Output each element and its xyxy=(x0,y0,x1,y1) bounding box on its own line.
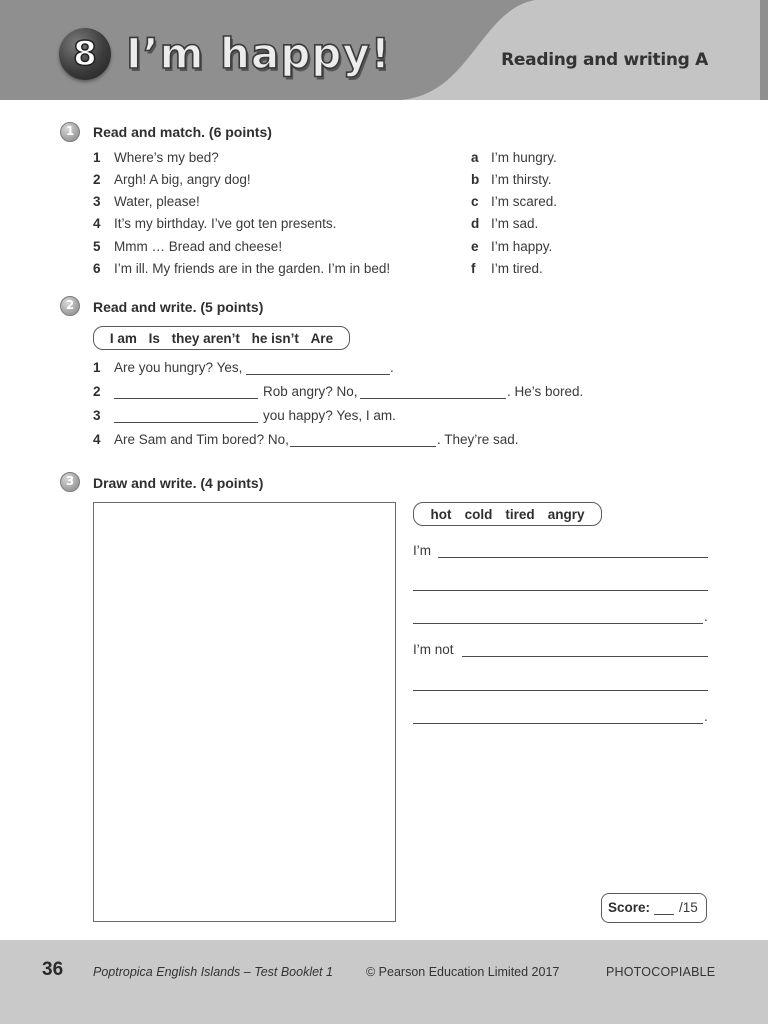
writing-line[interactable] xyxy=(438,557,708,558)
prompt-im-not: I’m not xyxy=(413,642,454,657)
unit-title: I’m happy! xyxy=(126,29,391,78)
word-bank-item: I am xyxy=(109,330,137,346)
page-footer xyxy=(0,940,768,1024)
answer-text: I’m happy. xyxy=(491,239,553,254)
writing-line[interactable] xyxy=(413,690,708,691)
exercise-2-item-text: . xyxy=(390,360,394,375)
prompt-im: I’m xyxy=(413,543,431,558)
word-bank-item: cold xyxy=(464,506,493,522)
exercise-2-title: Read and write. (5 points) xyxy=(93,299,264,315)
answer-letter: e xyxy=(471,239,479,254)
exercise-2-item-number: 2 xyxy=(93,384,101,399)
word-bank-item: they aren’t xyxy=(171,330,240,346)
exercise-2-word-bank xyxy=(93,326,350,350)
score-total: /15 xyxy=(679,900,698,915)
score-blank[interactable] xyxy=(654,914,674,915)
answer-letter: b xyxy=(471,172,480,187)
question-number: 6 xyxy=(93,261,101,276)
question-number: 1 xyxy=(93,150,101,165)
answer-blank[interactable] xyxy=(114,422,258,423)
exercise-3-badge: 3 xyxy=(60,472,80,492)
question-number: 5 xyxy=(93,239,101,254)
answer-text: I’m tired. xyxy=(491,261,543,276)
question-number: 2 xyxy=(93,172,101,187)
word-bank-item: Is xyxy=(148,330,160,346)
photocopiable-label: PHOTOCOPIABLE xyxy=(606,965,716,979)
question-text: Water, please! xyxy=(114,194,200,209)
period: . xyxy=(704,609,708,624)
writing-line[interactable] xyxy=(413,723,703,724)
word-bank-item: he isn’t xyxy=(251,330,299,346)
answer-text: I’m thirsty. xyxy=(491,172,552,187)
writing-line[interactable] xyxy=(413,590,708,591)
answer-text: I’m scared. xyxy=(491,194,558,209)
drawing-area[interactable] xyxy=(93,502,396,922)
page-number: 36 xyxy=(42,959,64,980)
book-title: Poptropica English Islands – Test Booklet 1 xyxy=(93,965,333,979)
answer-blank[interactable] xyxy=(246,374,390,375)
word-bank-item: Are xyxy=(310,330,334,346)
exercise-3-word-bank xyxy=(413,502,602,526)
question-text: It’s my birthday. I’ve got ten presents. xyxy=(114,216,337,231)
exercise-2-item-text: Are you hungry? Yes, xyxy=(114,360,243,375)
answer-letter: f xyxy=(471,261,476,276)
exercise-2-item-number: 1 xyxy=(93,360,101,375)
answer-text: I’m sad. xyxy=(491,216,539,231)
exercise-1-badge: 1 xyxy=(60,122,80,142)
unit-number-badge xyxy=(59,28,111,80)
answer-blank[interactable] xyxy=(360,398,506,399)
question-text: Mmm … Bread and cheese! xyxy=(114,239,283,254)
exercise-2-item-number: 3 xyxy=(93,408,101,423)
answer-letter: d xyxy=(471,216,480,231)
question-number: 4 xyxy=(93,216,101,231)
exercise-1-title: Read and match. (6 points) xyxy=(93,124,272,140)
question-text: I’m ill. My friends are in the garden. I’m in bed! xyxy=(114,261,391,276)
answer-letter: c xyxy=(471,194,479,209)
exercise-2-item-text: Rob angry? No, xyxy=(263,384,358,399)
page-header xyxy=(0,0,768,100)
question-number: 3 xyxy=(93,194,101,209)
word-bank-item: hot xyxy=(430,506,452,522)
writing-line[interactable] xyxy=(462,656,708,657)
word-bank-item: angry xyxy=(547,506,585,522)
exercise-3-title: Draw and write. (4 points) xyxy=(93,475,264,491)
word-bank-item: tired xyxy=(505,506,535,522)
section-title: Reading and writing A xyxy=(501,50,708,70)
answer-text: I’m hungry. xyxy=(491,150,557,165)
answer-letter: a xyxy=(471,150,479,165)
unit-number: 8 xyxy=(73,34,97,74)
exercise-2-badge: 2 xyxy=(60,296,80,316)
score-box xyxy=(601,893,707,923)
exercise-2-item-text: Are Sam and Tim bored? No, xyxy=(114,432,289,447)
question-text: Where’s my bed? xyxy=(114,150,219,165)
score-label: Score: xyxy=(608,900,651,915)
answer-blank[interactable] xyxy=(114,398,258,399)
exercise-2-item-number: 4 xyxy=(93,432,101,447)
question-text: Argh! A big, angry dog! xyxy=(114,172,251,187)
exercise-2-item-text: . He’s bored. xyxy=(507,384,584,399)
period: . xyxy=(704,709,708,724)
writing-line[interactable] xyxy=(413,623,703,624)
exercise-2-item-text: you happy? Yes, I am. xyxy=(263,408,396,423)
copyright: © Pearson Education Limited 2017 xyxy=(366,965,560,979)
answer-blank[interactable] xyxy=(290,446,436,447)
exercise-2-item-text: . They’re sad. xyxy=(437,432,519,447)
